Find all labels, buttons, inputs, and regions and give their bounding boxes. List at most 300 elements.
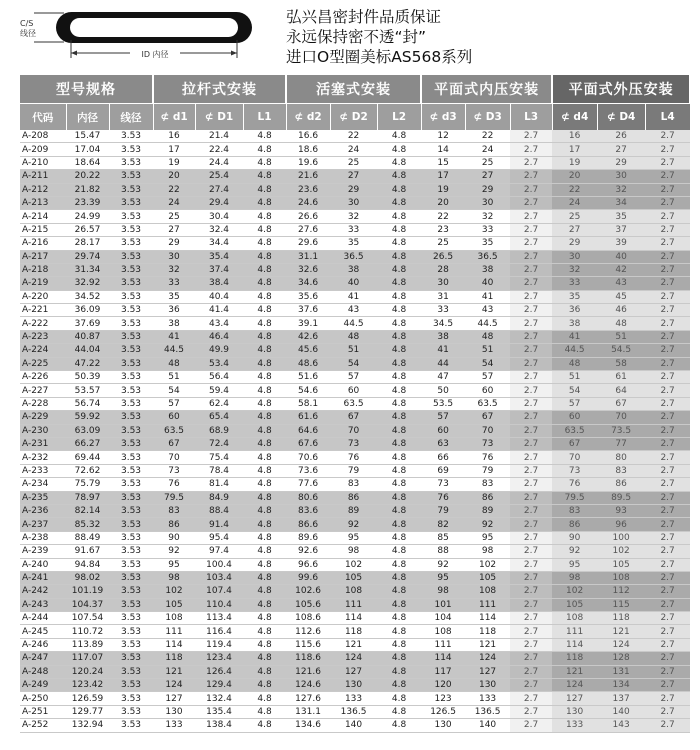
table-cell: 89.5 [597,491,645,504]
table-cell: 121 [597,625,645,638]
table-cell: 47 [421,371,465,384]
table-cell: 102.6 [286,585,330,598]
table-cell: 44.5 [153,344,195,357]
table-cell: 3.53 [109,223,153,236]
table-cell: 130 [330,679,377,692]
table-cell: 4.8 [243,558,286,571]
table-cell: 2.7 [645,304,690,317]
table-cell: 48 [552,357,597,370]
column-header: ⊄ D2 [330,104,377,131]
table-cell: 28.17 [66,237,109,250]
table-row [20,250,690,263]
table-cell: A-247 [20,652,66,665]
table-cell: 37.6 [286,304,330,317]
table-cell: 49.9 [195,344,243,357]
table-cell: 68.9 [195,424,243,437]
table-cell: 2.7 [510,304,552,317]
table-row [20,384,690,397]
table-cell: 32.4 [195,223,243,236]
table-cell: 51 [597,330,645,343]
table-cell: 85 [421,531,465,544]
table-cell: 3.53 [109,290,153,303]
table-cell: 4.8 [377,130,421,143]
table-cell: 31.1 [286,250,330,263]
table-cell: A-229 [20,411,66,424]
table-cell: 2.7 [645,196,690,209]
table-row [20,531,690,544]
table-cell: 135.4 [195,705,243,718]
table-cell: 4.8 [377,344,421,357]
table-cell: 40.87 [66,330,109,343]
table-cell: 2.7 [645,478,690,491]
table-cell: 101.19 [66,585,109,598]
table-cell: 42 [597,263,645,276]
table-row [20,652,690,665]
table-cell: 83.6 [286,504,330,517]
table-cell: 57 [465,371,510,384]
table-cell: 103.4 [195,571,243,584]
table-cell: 48.6 [286,357,330,370]
table-cell: 114 [330,612,377,625]
table-cell: 57 [552,397,597,410]
table-cell: 35 [330,237,377,250]
group-header: 拉杆式安装 [153,75,286,104]
table-cell: 86 [465,491,510,504]
table-cell: 38 [330,263,377,276]
table-cell: 127 [153,692,195,705]
table-cell: 60 [153,411,195,424]
table-cell: 57 [153,397,195,410]
table-cell: 21.6 [286,170,330,183]
table-cell: 91.67 [66,545,109,558]
table-cell: 98 [552,571,597,584]
table-row [20,692,690,705]
table-cell: 63.5 [153,424,195,437]
table-cell: 36 [153,304,195,317]
table-cell: 98.02 [66,571,109,584]
column-header: ⊄ D3 [465,104,510,131]
table-cell: 76 [153,478,195,491]
table-cell: 130 [153,705,195,718]
id-label: ID 内径 [141,50,169,59]
table-cell: 121 [153,665,195,678]
table-body [20,130,690,732]
table-cell: 98 [421,585,465,598]
table-cell: 16.6 [286,130,330,143]
table-cell: 102 [330,558,377,571]
table-row [20,518,690,531]
table-cell: 3.53 [109,652,153,665]
table-cell: 29.74 [66,250,109,263]
table-cell: 22 [330,130,377,143]
table-cell: 33 [330,223,377,236]
table-cell: 59.4 [195,384,243,397]
table-cell: 30 [153,250,195,263]
table-cell: 82 [421,518,465,531]
table-cell: 118 [552,652,597,665]
table-cell: 57 [421,411,465,424]
table-cell: 2.7 [645,665,690,678]
table-row [20,719,690,732]
table-cell: 4.8 [377,371,421,384]
table-cell: 3.53 [109,170,153,183]
table-cell: A-224 [20,344,66,357]
table-cell: 47.22 [66,357,109,370]
table-cell: 29.6 [286,237,330,250]
table-cell: 54.6 [286,384,330,397]
table-cell: 121 [552,665,597,678]
table-row [20,638,690,651]
table-cell: 108 [597,571,645,584]
table-row [20,545,690,558]
table-cell: 4.8 [377,143,421,156]
table-row [20,210,690,223]
table-cell: A-214 [20,210,66,223]
table-cell: 2.7 [510,183,552,196]
table-cell: 4.8 [243,210,286,223]
table-cell: 102 [552,585,597,598]
table-cell: 105 [552,598,597,611]
table-cell: 95 [153,558,195,571]
table-cell: 70 [552,451,597,464]
group-header: 平面式外压安装 [552,75,690,104]
table-cell: A-250 [20,692,66,705]
table-cell: 2.7 [645,130,690,143]
table-cell: 64.6 [286,424,330,437]
table-cell: 4.8 [377,679,421,692]
table-cell: 4.8 [243,397,286,410]
column-header: ⊄ d4 [552,104,597,131]
table-cell: 3.53 [109,424,153,437]
table-cell: 86 [597,478,645,491]
table-cell: 110.72 [66,625,109,638]
column-header: ⊄ D4 [597,104,645,131]
table-cell: 133 [330,692,377,705]
table-cell: A-237 [20,518,66,531]
table-cell: 32.92 [66,277,109,290]
table-cell: 23.39 [66,196,109,209]
table-cell: 76 [465,451,510,464]
table-cell: 104 [421,612,465,625]
table-cell: 95 [552,558,597,571]
table-cell: 67 [597,397,645,410]
table-cell: 3.53 [109,692,153,705]
table-cell: 2.7 [645,545,690,558]
table-cell: 27 [597,143,645,156]
table-cell: 4.8 [377,330,421,343]
table-row [20,156,690,169]
table-cell: 4.8 [243,598,286,611]
table-cell: 2.7 [510,130,552,143]
table-cell: A-236 [20,504,66,517]
table-row [20,451,690,464]
table-cell: 2.7 [645,652,690,665]
table-cell: 29 [552,237,597,250]
table-cell: 104.37 [66,598,109,611]
table-cell: A-217 [20,250,66,263]
table-cell: 140 [330,719,377,732]
table-cell: 31 [421,290,465,303]
table-cell: 4.8 [243,451,286,464]
table-cell: 35.6 [286,290,330,303]
table-cell: 111 [421,638,465,651]
table-cell: 2.7 [645,317,690,330]
table-cell: A-218 [20,263,66,276]
table-cell: 136.5 [330,705,377,718]
table-cell: 41 [465,290,510,303]
table-cell: 4.8 [243,504,286,517]
table-cell: 4.8 [377,170,421,183]
table-cell: 4.8 [377,491,421,504]
table-cell: 2.7 [645,705,690,718]
table-cell: 4.8 [243,692,286,705]
table-cell: 4.8 [243,196,286,209]
table-cell: 36.09 [66,304,109,317]
table-cell: 32 [330,210,377,223]
table-cell: A-216 [20,237,66,250]
table-cell: 29.4 [195,196,243,209]
table-cell: A-240 [20,558,66,571]
table-cell: 36 [552,304,597,317]
table-cell: 2.7 [510,558,552,571]
wire-label: 线径 [20,29,36,38]
table-cell: 44.04 [66,344,109,357]
table-cell: 3.53 [109,237,153,250]
table-cell: A-210 [20,156,66,169]
table-cell: 67 [330,411,377,424]
table-cell: 3.53 [109,531,153,544]
table-cell: 3.53 [109,130,153,143]
table-cell: 2.7 [645,437,690,450]
table-cell: 90 [153,531,195,544]
table-cell: 2.7 [645,411,690,424]
table-cell: 119.4 [195,638,243,651]
table-cell: 3.53 [109,196,153,209]
table-cell: 70.6 [286,451,330,464]
table-cell: 2.7 [510,344,552,357]
table-cell: 134 [597,679,645,692]
table-cell: 2.7 [510,531,552,544]
table-cell: 17.04 [66,143,109,156]
table-cell: 29 [465,183,510,196]
table-cell: 48 [597,317,645,330]
table-cell: 54 [153,384,195,397]
table-cell: 3.53 [109,250,153,263]
table-cell: 3.53 [109,679,153,692]
table-cell: 37.69 [66,317,109,330]
arrow-right-icon [231,51,237,56]
table-cell: 62.4 [195,397,243,410]
table-row [20,277,690,290]
table-cell: 30 [465,196,510,209]
table-cell: 32.6 [286,263,330,276]
table-cell: 112.6 [286,625,330,638]
table-cell: 53.5 [421,397,465,410]
table-cell: 26.6 [286,210,330,223]
table-cell: 22 [153,183,195,196]
table-cell: 108 [330,585,377,598]
table-cell: 44.5 [465,317,510,330]
table-cell: 3.53 [109,625,153,638]
table-cell: 36.5 [465,250,510,263]
table-cell: 33 [421,304,465,317]
table-row [20,464,690,477]
table-cell: 2.7 [510,437,552,450]
table-cell: 51 [465,344,510,357]
table-cell: 65.4 [195,411,243,424]
table-cell: 105 [465,571,510,584]
table-cell: 124 [465,652,510,665]
table-cell: 101 [421,598,465,611]
slogan [286,7,472,67]
table-cell: 37.4 [195,263,243,276]
table-cell: 4.8 [243,156,286,169]
table-cell: 78.4 [195,464,243,477]
table-cell: 98 [153,571,195,584]
table-cell: 2.7 [645,143,690,156]
table-cell: 96.6 [286,558,330,571]
table-cell: 30 [330,196,377,209]
table-cell: 63.5 [330,397,377,410]
table-cell: 2.7 [645,250,690,263]
table-cell: 2.7 [645,598,690,611]
table-cell: 114 [421,652,465,665]
table-cell: 2.7 [510,504,552,517]
table-cell: 2.7 [645,397,690,410]
table-cell: 2.7 [645,237,690,250]
table-cell: 132.94 [66,719,109,732]
table-cell: 59.92 [66,411,109,424]
table-cell: A-209 [20,143,66,156]
spec-table [20,75,691,733]
table-cell: 88 [421,545,465,558]
table-cell: 4.8 [377,384,421,397]
table-cell: 18.64 [66,156,109,169]
table-cell: 3.53 [109,478,153,491]
table-cell: 108 [153,612,195,625]
header [0,0,700,72]
table-cell: 34.5 [421,317,465,330]
table-row [20,625,690,638]
table-cell: 4.8 [377,237,421,250]
cs-label: C/S [20,19,34,28]
table-cell: 133 [153,719,195,732]
table-cell: 2.7 [645,638,690,651]
table-cell: 42.6 [286,330,330,343]
table-cell: 108.6 [286,612,330,625]
table-cell: 143 [597,719,645,732]
table-cell: 111 [330,598,377,611]
table-cell: 2.7 [645,371,690,384]
table-cell: 84.9 [195,491,243,504]
table-cell: 27.4 [195,183,243,196]
table-cell: 2.7 [645,531,690,544]
table-row [20,290,690,303]
table-cell: 2.7 [645,504,690,517]
table-cell: 63.09 [66,424,109,437]
table-cell: 95.4 [195,531,243,544]
table-cell: 134.6 [286,719,330,732]
table-cell: 4.8 [377,263,421,276]
table-cell: 124 [153,679,195,692]
table-cell: 4.8 [243,290,286,303]
table-cell: 19 [153,156,195,169]
table-cell: 41 [421,344,465,357]
table-cell: 2.7 [510,625,552,638]
table-cell: 2.7 [645,183,690,196]
table-cell: 32 [153,263,195,276]
table-cell: 39.1 [286,317,330,330]
table-cell: 48 [465,330,510,343]
table-cell: 4.8 [377,411,421,424]
table-cell: 111 [153,625,195,638]
table-cell: A-228 [20,397,66,410]
table-cell: 67 [153,437,195,450]
table-cell: 133 [465,692,510,705]
table-cell: 93 [597,504,645,517]
table-cell: 18.6 [286,143,330,156]
table-cell: 75.4 [195,451,243,464]
table-cell: 2.7 [645,424,690,437]
table-cell: 15 [421,156,465,169]
table-cell: 12 [421,130,465,143]
table-cell: 37 [597,223,645,236]
table-cell: 4.8 [243,183,286,196]
table-cell: 3.53 [109,304,153,317]
table-cell: 46 [597,304,645,317]
table-cell: 88.49 [66,531,109,544]
table-cell: A-251 [20,705,66,718]
table-cell: 38 [153,317,195,330]
table-row [20,130,690,143]
table-cell: 2.7 [510,518,552,531]
table-cell: 4.8 [377,156,421,169]
table-cell: 4.8 [377,478,421,491]
table-cell: 48 [153,357,195,370]
table-cell: 3.53 [109,665,153,678]
table-cell: 2.7 [645,585,690,598]
table-cell: 132.4 [195,692,243,705]
table-cell: 2.7 [510,143,552,156]
table-cell: 35 [552,290,597,303]
table-row [20,665,690,678]
table-cell: 4.8 [377,357,421,370]
table-cell: 4.8 [243,330,286,343]
table-cell: 2.7 [645,263,690,276]
table-cell: 4.8 [243,384,286,397]
table-cell: 76 [552,478,597,491]
table-cell: 91.4 [195,518,243,531]
table-cell: 79 [465,464,510,477]
column-header: L2 [377,104,421,131]
table-cell: 67.6 [286,437,330,450]
table-cell: 100 [597,531,645,544]
table-row [20,304,690,317]
table-cell: 118 [330,625,377,638]
table-cell: 2.7 [510,196,552,209]
table-cell: 35.4 [195,250,243,263]
table-cell: 3.53 [109,571,153,584]
table-cell: 3.53 [109,638,153,651]
column-header: L3 [510,104,552,131]
table-cell: 25.4 [195,170,243,183]
table-cell: 2.7 [510,223,552,236]
table-cell: 95 [465,531,510,544]
table-cell: 4.8 [377,424,421,437]
table-cell: 70 [465,424,510,437]
table-cell: 86 [153,518,195,531]
table-cell: 2.7 [510,464,552,477]
